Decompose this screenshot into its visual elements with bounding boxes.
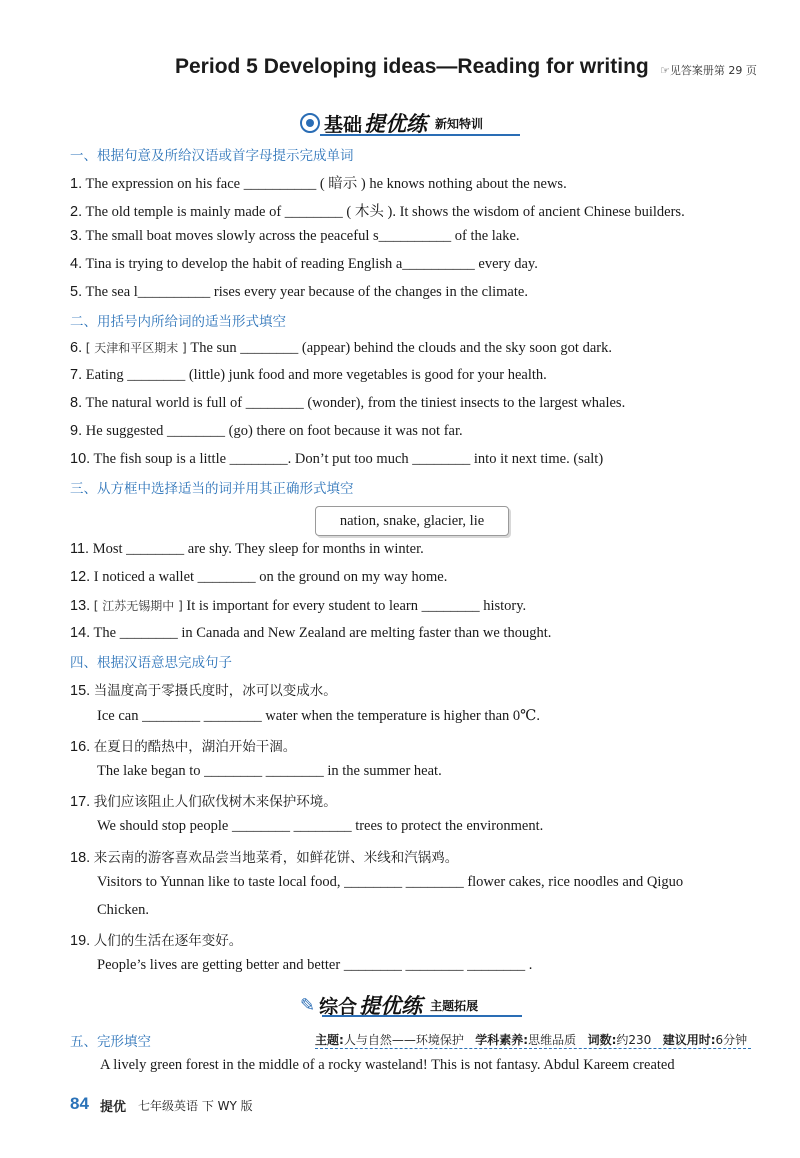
question-10: 10. The fish soup is a little ________. Don’t put too much ________ into it next time. (salt) — [70, 451, 604, 467]
exercise-meta: 主题:人与自然——环境保护 学科素养:思维品质 词数:约230 建议用时:6分钟 — [315, 1033, 748, 1047]
question-15-en: Ice can ________ ________ water when the temperature is higher than 0℃. — [97, 708, 541, 724]
page-title: Period 5 Developing ideas—Reading for writing — [175, 55, 649, 78]
brand-logo: 提优 — [100, 1100, 127, 1115]
question-15-zh: 15. 当温度高于零摄氏度时，冰可以变成水。 — [70, 683, 337, 699]
cloze-passage: A lively green forest in the middle of a rocky wasteland! This is not fantasy. Abdul Kareem created — [100, 1057, 675, 1073]
section-5-heading: 五、完形填空 — [70, 1034, 151, 1050]
word-box: nation, snake, glacier, lie — [315, 506, 509, 536]
question-7: 7. Eating ________ (little) junk food and more vegetables is good for your health. — [70, 367, 547, 383]
banner-main: 基础 — [324, 113, 363, 136]
question-6: 6. [ 天津和平区期末 ] The sun ________ (appear) behind the clouds and the sky soon got dark. — [70, 340, 612, 356]
section-1-heading: 一、根据句意及所给汉语或首字母提示完成单词 — [70, 148, 354, 164]
banner-underline — [322, 1015, 522, 1017]
banner-main: 综合 — [319, 995, 358, 1018]
question-1: 1. The expression on his face __________ ( 暗示 ) he knows nothing about the news. — [70, 176, 567, 192]
banner-sub: 新知特训 — [435, 116, 484, 131]
question-3: 3. The small boat moves slowly across the peaceful s__________ of the lake. — [70, 228, 520, 244]
question-19-en: People’s lives are getting better and better ________ ________ ________ . — [97, 957, 533, 973]
question-18-zh: 18. 来云南的游客喜欢品尝当地菜肴，如鲜花饼、米线和汽锅鸡。 — [70, 850, 459, 866]
question-8: 8. The natural world is full of ________ (wonder), from the tiniest insects to the largest whales. — [70, 395, 626, 411]
question-12: 12. I noticed a wallet ________ on the ground on my way home. — [70, 569, 448, 585]
question-14: 14. The ________ in Canada and New Zealand are melting faster than we thought. — [70, 625, 552, 641]
question-17-en: We should stop people ________ ________ trees to protect the environment. — [97, 818, 544, 834]
question-13: 13. [ 江苏无锡期中 ] It is important for every student to learn ________ history. — [70, 598, 527, 614]
question-5: 5. The sea l__________ rises every year because of the changes in the climate. — [70, 284, 528, 300]
question-19-zh: 19. 人们的生活在逐年变好。 — [70, 933, 243, 949]
meta-underline — [315, 1048, 751, 1049]
question-2: 2. The old temple is mainly made of ________ ( 木头 ). It shows the wisdom of ancient Chinese builders. — [70, 204, 685, 220]
section-2-heading: 二、用括号内所给词的适当形式填空 — [70, 314, 286, 330]
page-number: 84 — [70, 1094, 89, 1113]
target-logo-icon — [300, 113, 320, 133]
banner-italic: 提优练 — [359, 994, 423, 1018]
book-info: 七年级英语 下 WY 版 — [138, 1099, 253, 1113]
banner-italic: 提优练 — [364, 112, 428, 136]
question-16-zh: 16. 在夏日的酷热中，湖泊开始干涸。 — [70, 739, 297, 755]
question-9: 9. He suggested ________ (go) there on foot because it was not far. — [70, 423, 463, 439]
source-tag: [ 江苏无锡期中 ] — [93, 599, 183, 613]
question-16-en: The lake began to ________ ________ in the summer heat. — [97, 763, 442, 779]
question-11: 11. Most ________ are shy. They sleep for months in winter. — [70, 541, 424, 557]
question-17-zh: 17. 我们应该阻止人们砍伐树木来保护环境。 — [70, 794, 337, 810]
hand-pointer-icon: ☞ — [660, 64, 670, 77]
section-3-heading: 三、从方框中选择适当的词并用其正确形式填空 — [70, 481, 354, 497]
question-4: 4. Tina is trying to develop the habit of reading English a__________ every day. — [70, 256, 538, 272]
source-tag: [ 天津和平区期末 ] — [85, 341, 187, 355]
answer-reference: ☞见答案册第 29 页 — [660, 64, 757, 77]
question-18-en: Visitors to Yunnan like to taste local food, ________ ________ flower cakes, rice noodles and Qiguo — [97, 874, 684, 890]
banner-sub: 主题拓展 — [430, 998, 479, 1013]
flag-icon: ✎ — [300, 994, 316, 1016]
banner-underline — [320, 134, 520, 136]
question-18-en-cont: Chicken. — [97, 902, 149, 918]
section-4-heading: 四、根据汉语意思完成句子 — [70, 655, 232, 671]
